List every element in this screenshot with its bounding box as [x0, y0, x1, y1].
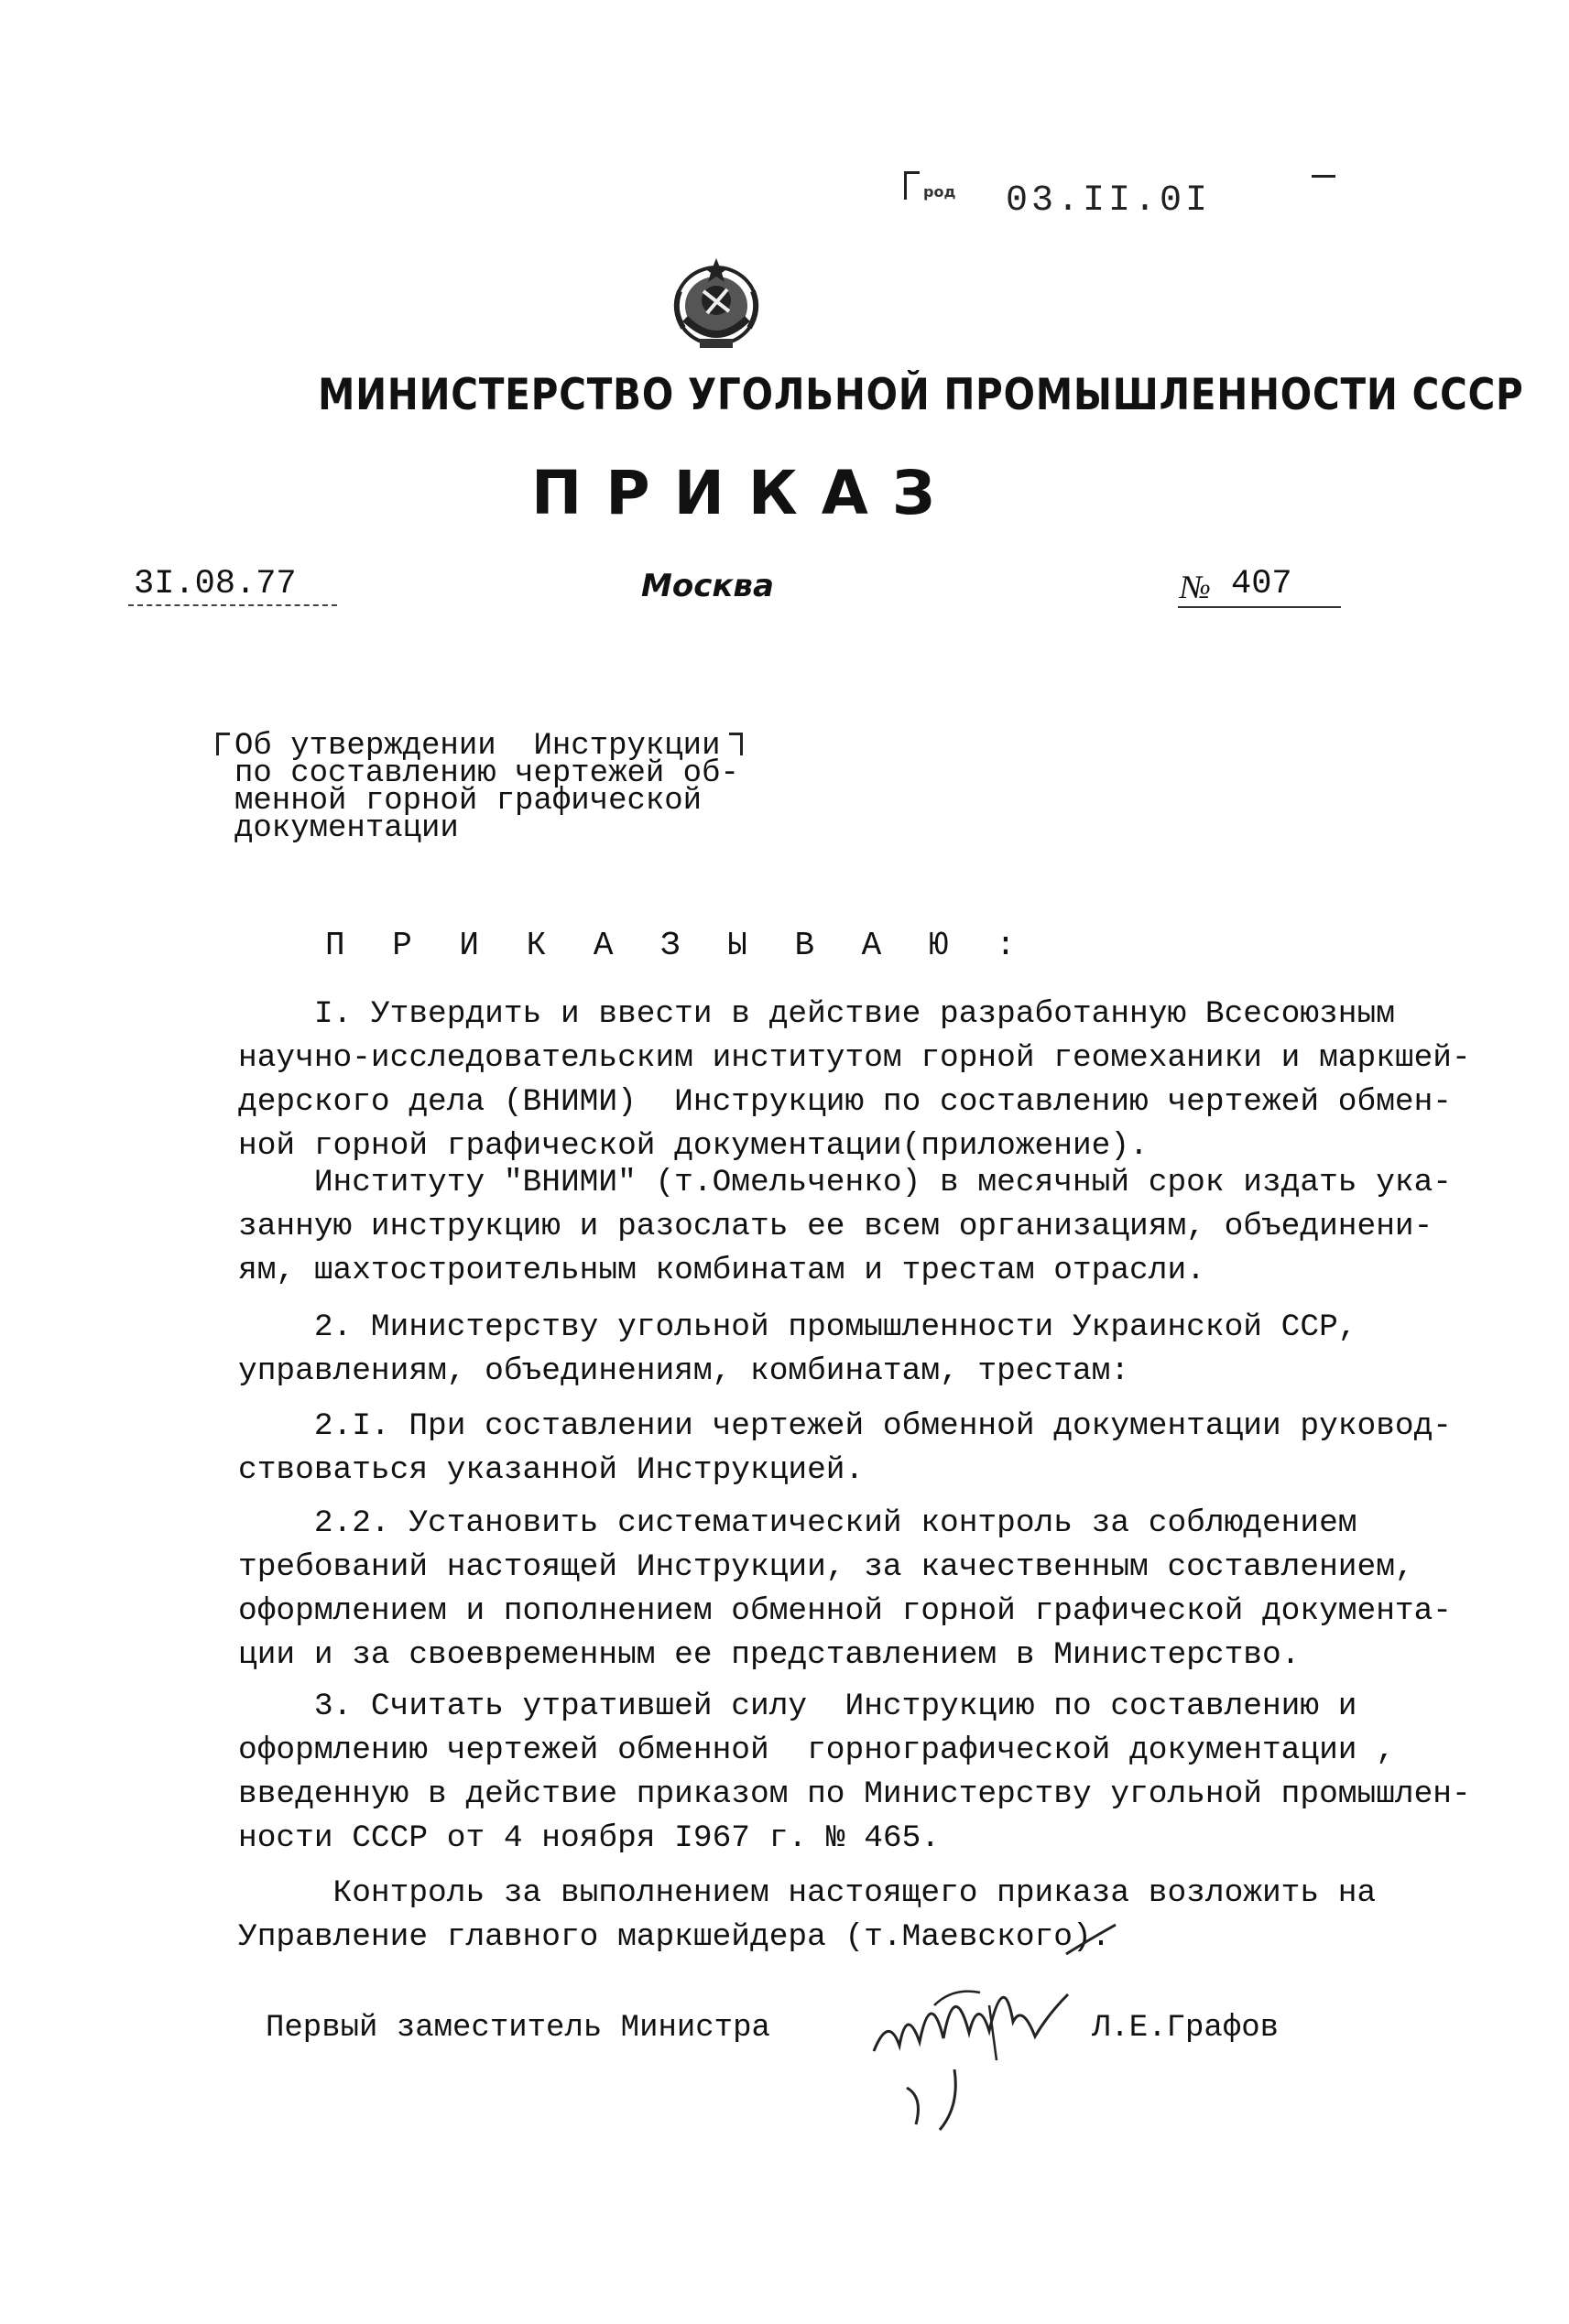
ministry-heading-wrap: [220, 370, 1524, 420]
paragraph-line: ям, шахтостроительным комбинатам и трестам отрасли.: [238, 1253, 1205, 1288]
ussr-emblem-icon: [663, 255, 769, 357]
paragraph-line: 3. Считать утратившей силу Инструкцию по составлению и: [238, 1689, 1357, 1724]
order-heading: П Р И К А З Ы В А Ю :: [325, 927, 1030, 964]
paragraph-line: ции и за своевременным ее представлением в Министерство.: [238, 1637, 1301, 1673]
paragraph-1-continued: [238, 1161, 1452, 1293]
paragraph-line: требований настоящей Инструкции, за качественным составлением,: [238, 1549, 1414, 1585]
paragraph-line: Контроль за выполнением настоящего приказа возложить на: [238, 1875, 1377, 1911]
paragraph-line: Управление главного маркшейдера (т.Маевского).: [238, 1919, 1111, 1955]
paragraph-line: дерского дела (ВНИМИ) Инструкцию по составлению чертежей обмен-: [238, 1084, 1453, 1120]
paragraph-line: 2.I. При составлении чертежей обменной документации руковод-: [238, 1408, 1453, 1444]
registration-corner-mark: [904, 171, 920, 200]
signatory-title: Первый заместитель Министра: [266, 2011, 770, 2046]
paragraph-line: ной горной графической документации(приложение).: [238, 1128, 1149, 1164]
paragraph-line: оформлению чертежей обменной горнографической документации ,: [238, 1732, 1395, 1768]
subject-line: документации: [234, 811, 459, 846]
paragraph-line: управлениям, объединениям, комбинатам, трестам:: [238, 1353, 1130, 1389]
paragraph-line: ствоваться указанной Инструкцией.: [238, 1452, 865, 1488]
order-date-underline: [128, 604, 337, 606]
paragraph-1: [238, 993, 1471, 1168]
paragraph-2-2: [238, 1502, 1452, 1678]
paragraph-3: [238, 1685, 1471, 1861]
registration-number: 03.II.0I: [1006, 180, 1212, 222]
order-number-underline: [1178, 606, 1341, 608]
registration-code-label: род: [923, 183, 956, 201]
signatory-name: Л.Е.Графов: [1092, 2011, 1280, 2046]
paragraph-2: [238, 1306, 1357, 1394]
order-subject: [234, 729, 739, 846]
paragraph-line: 2. Министерству угольной промышленности Украинской ССР,: [238, 1309, 1357, 1345]
paragraph-line: введенную в действие приказом по Министерству угольной промышлен-: [238, 1776, 1471, 1812]
paragraph-line: Институту "ВНИМИ" (т.Омельченко) в месячный срок издать ука-: [238, 1165, 1453, 1200]
paragraph-line: оформлением и пополнением обменной горной графической документа-: [238, 1593, 1453, 1629]
subject-line: Об утверждении Инструкции: [234, 729, 721, 764]
paragraph-line: научно-исследовательским институтом горной геомеханики и маркшей-: [238, 1040, 1471, 1076]
paragraph-control: [238, 1872, 1376, 1960]
corner-dash-mark: [1312, 175, 1335, 178]
subject-corner-left: [216, 733, 230, 755]
subject-line: менной горной графической: [234, 784, 703, 819]
paragraph-line: ности СССР от 4 ноября I967 г. № 465.: [238, 1820, 941, 1856]
paragraph-line: I. Утвердить и ввести в действие разработанную Всесоюзным: [238, 996, 1395, 1032]
ministry-heading: МИНИСТЕРСТВО УГОЛЬНОЙ ПРОМЫШЛЕННОСТИ СССР: [318, 370, 1524, 420]
paragraph-line: занную инструкцию и разослать ее всем организациям, объединени-: [238, 1209, 1433, 1244]
order-city: Москва: [641, 568, 774, 604]
document-type-title: ПРИКАЗ: [531, 458, 959, 528]
paragraph-2-1: [238, 1405, 1452, 1493]
order-date: 3I.08.77: [134, 565, 297, 603]
subject-line: по составлению чертежей об-: [234, 756, 739, 791]
paragraph-line: 2.2. Установить систематический контроль за соблюдением: [238, 1505, 1357, 1541]
order-number-sign: №: [1180, 569, 1211, 605]
order-number: 407: [1231, 565, 1292, 603]
